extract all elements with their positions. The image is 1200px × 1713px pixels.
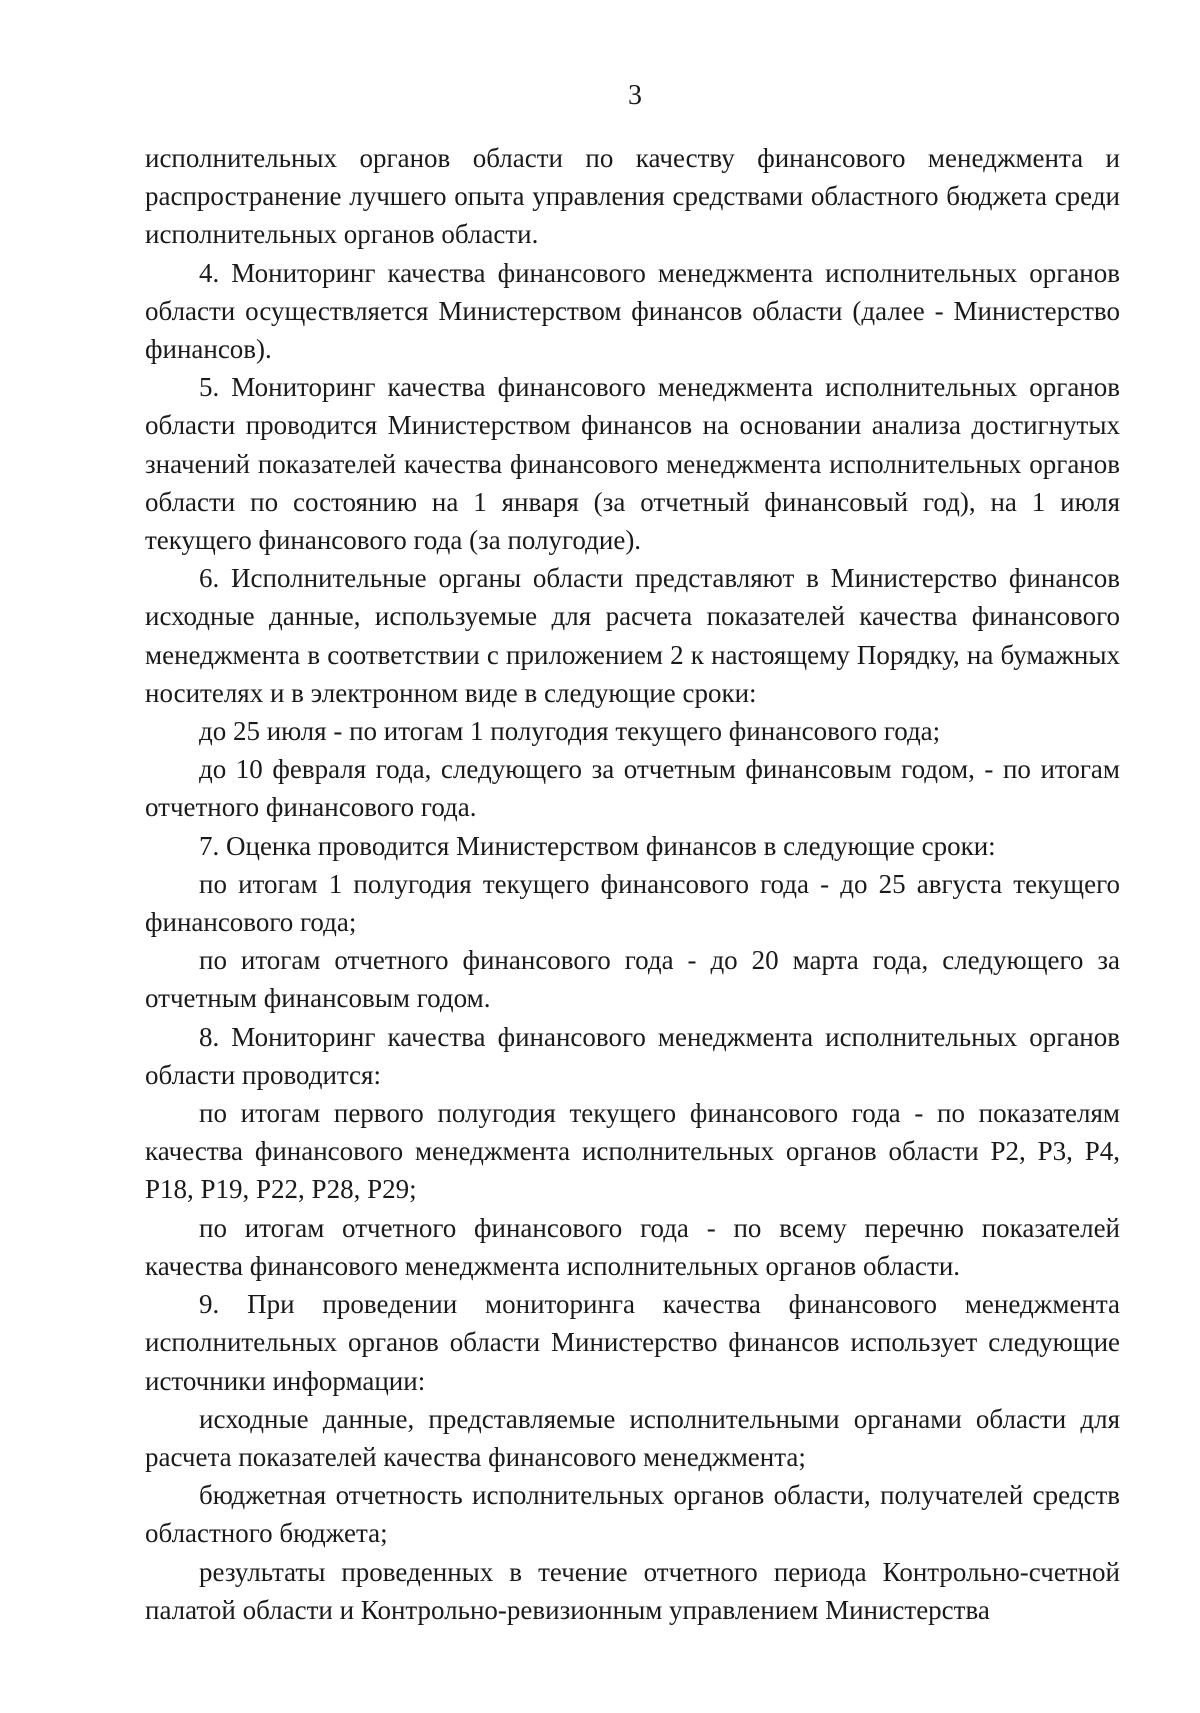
paragraph-source-audit-results: результаты проведенных в течение отчетного периода Контрольно-счетной палатой области и Контрольно-ревизионным управлением Министерства [145, 1556, 1120, 1625]
paragraph-source-budget-reporting: бюджетная отчетность исполнительных органов области, получателей средств областного бюджета; [145, 1480, 1120, 1549]
paragraph-continuation: исполнительных органов области по качеству финансового менеджмента и распространение лучшего опыта управления средствами областного бюджета среди исполнительных органов области. [145, 143, 1120, 250]
paragraph-deadline-july: до 25 июля - по итогам 1 полугодия текущего финансового года; [199, 716, 941, 747]
paragraph-item-5: 5. Мониторинг качества финансового менеджмента исполнительных органов области проводится Министерством финансов на основании анализа достигнутых значений показателей качества финансового менеджмента исполнительных органов области по состоянию на 1 января (за отчетный финансовый год), на 1 июля текущего финансового года (за полугодие). [145, 372, 1120, 556]
paragraph-deadline-february: до 10 февраля года, следующего за отчетным финансовым годом, - по итогам отчетного финансового года. [145, 754, 1120, 823]
paragraph-monitoring-annual: по итогам отчетного финансового года - по всему перечню показателей качества финансового менеджмента исполнительных органов области. [145, 1212, 1120, 1281]
paragraph-item-6: 6. Исполнительные органы области представляют в Министерство финансов исходные данные, используемые для расчета показателей качества финансового менеджмента в соответствии с приложением 2 к настоящему Порядку, на бумажных носителях и в электронном виде в следующие сроки: [145, 563, 1120, 708]
paragraph-item-4: 4. Мониторинг качества финансового менеджмента исполнительных органов области осуществляется Министерством финансов области (далее - Министерство финансов). [145, 257, 1120, 365]
paragraph-monitoring-half-year: по итогам первого полугодия текущего финансового года - по показателям качества финансового менеджмента исполнительных органов области Р2, Р3, Р4, Р18, Р19, Р22, Р28, Р29; [145, 1098, 1120, 1205]
page-number: 3 [628, 80, 642, 111]
paragraph-assessment-half-year: по итогам 1 полугодия текущего финансового года - до 25 августа текущего финансового года; [145, 868, 1120, 938]
paragraph-item-8: 8. Мониторинг качества финансового менеджмента исполнительных органов области проводится: [145, 1021, 1120, 1090]
paragraph-item-7: 7. Оценка проводится Министерством финансов в следующие сроки: [199, 830, 996, 861]
paragraph-item-9: 9. При проведении мониторинга качества финансового менеджмента исполнительных органов области Министерство финансов использует следующие источники информации: [145, 1289, 1120, 1396]
paragraph-assessment-annual: по итогам отчетного финансового года - до 20 марта года, следующего за отчетным финансовым годом. [145, 945, 1120, 1014]
paragraph-source-initial-data: исходные данные, представляемые исполнительными органами области для расчета показателей качества финансового менеджмента; [145, 1403, 1120, 1472]
document-body [145, 139, 1120, 1629]
